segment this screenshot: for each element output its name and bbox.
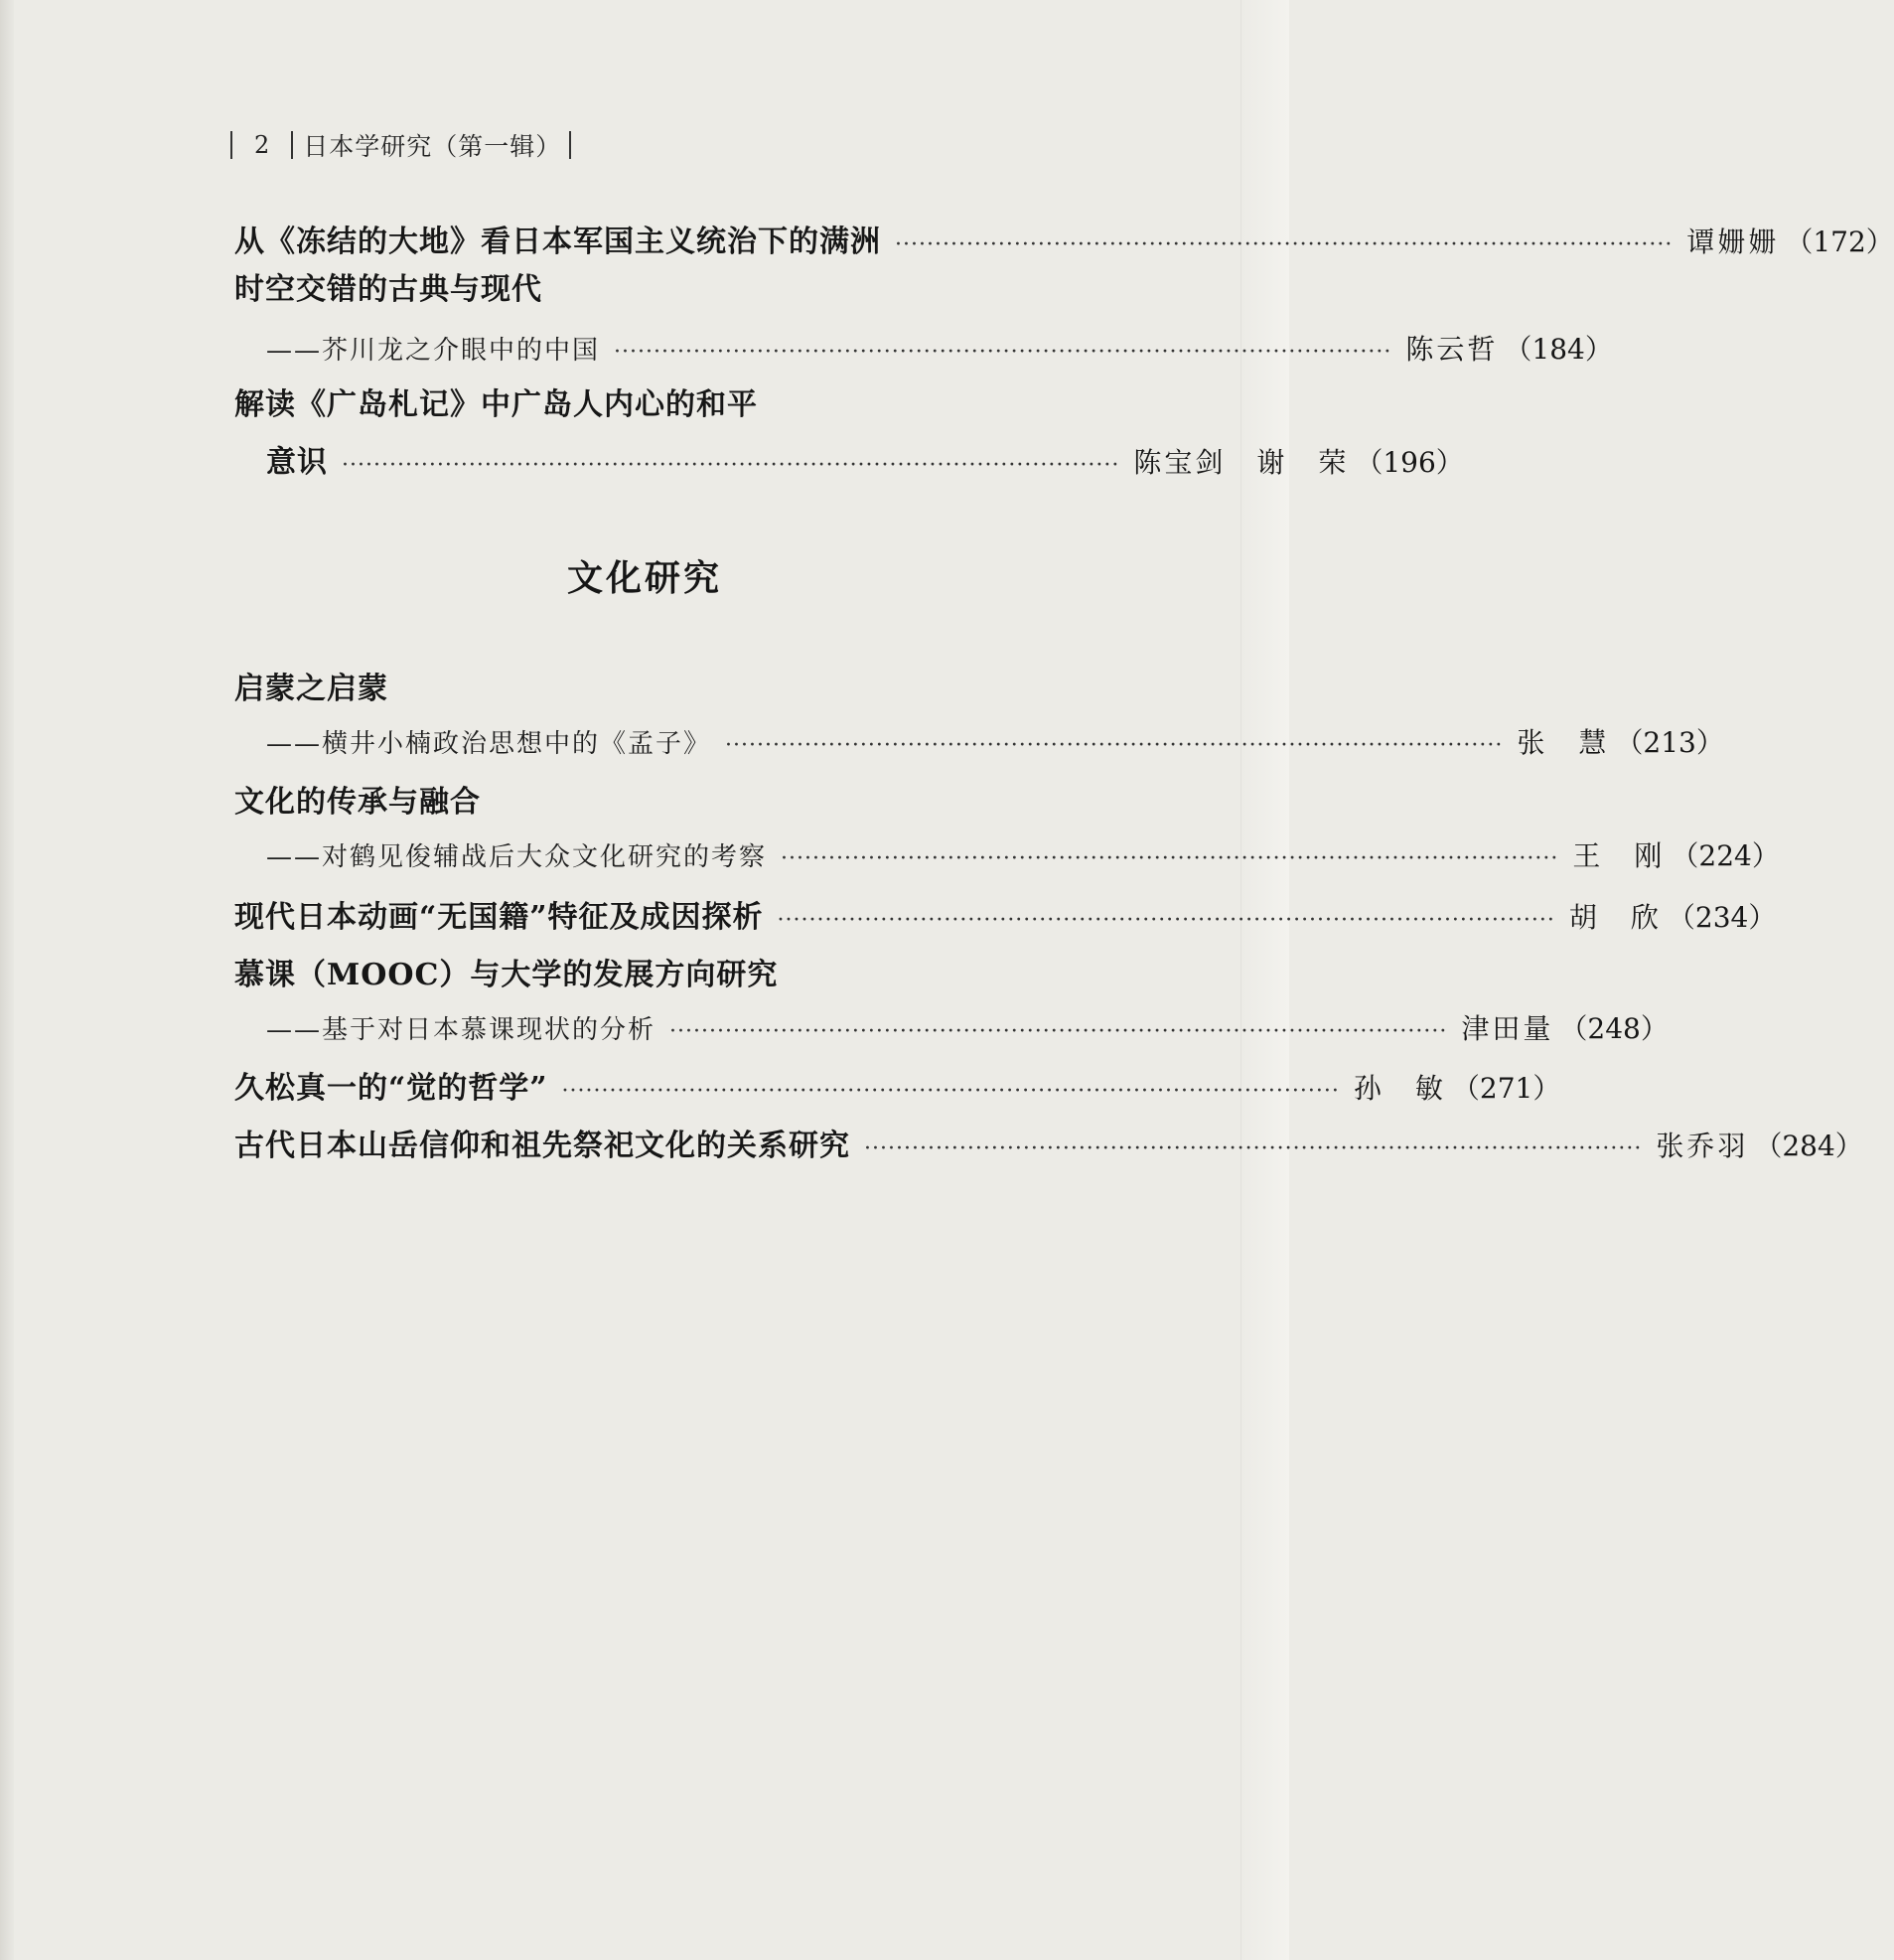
toc-entry-title[interactable]: 慕课（MOOC）与大学的发展方向研究: [234, 958, 779, 992]
entry-author: 陈宝剑 谢 荣: [1133, 446, 1350, 479]
toc-entry[interactable]: [266, 437, 1464, 481]
entry-page: （172）: [1785, 226, 1894, 258]
entry-author: 津田量: [1461, 1012, 1554, 1045]
entry-title: 古代日本山岳信仰和祖先祭祀文化的关系研究: [234, 1129, 850, 1163]
dot-leader: ··································································································: [895, 232, 1674, 257]
toc-entry-title[interactable]: 时空交错的古典与现代: [234, 272, 542, 307]
dot-leader: ··································································································: [342, 453, 1120, 478]
toc-entry[interactable]: [234, 1121, 1863, 1164]
dot-leader: ··································································································: [669, 1019, 1448, 1044]
entry-subtitle: ——对鹤见俊辅战后大众文化研究的考察: [266, 842, 768, 872]
toc-entry[interactable]: [266, 328, 1613, 368]
entry-title: 现代日本动画“无国籍”特征及成因探析: [234, 900, 764, 935]
toc-entry[interactable]: [234, 892, 1777, 936]
entry-page: （271）: [1451, 1072, 1561, 1105]
entry-author: 陈云哲: [1405, 333, 1499, 366]
dot-leader: ··································································································: [864, 1136, 1643, 1161]
entry-page: （284）: [1754, 1130, 1863, 1162]
section-heading: 文化研究: [566, 557, 722, 599]
entry-page: （196）: [1355, 446, 1464, 479]
dot-leader: ··································································································: [781, 846, 1559, 871]
entry-subtitle: ——基于对日本慕课现状的分析: [266, 1015, 656, 1045]
toc-entry[interactable]: [266, 834, 1780, 874]
toc-entry[interactable]: [234, 217, 1894, 260]
entry-author: 孙 敏: [1353, 1072, 1446, 1105]
page-number: 2: [254, 131, 270, 159]
entry-title: 从《冻结的大地》看日本军国主义统治下的满洲: [234, 225, 881, 259]
entry-page: （213）: [1615, 726, 1724, 759]
entry-author: 胡 欣: [1568, 901, 1662, 934]
dot-leader: ··································································································: [614, 340, 1392, 365]
dot-leader: ··································································································: [561, 1079, 1340, 1104]
toc-entry[interactable]: [266, 1007, 1669, 1047]
toc-entry-title[interactable]: 启蒙之启蒙: [234, 672, 388, 706]
entry-subtitle: ——芥川龙之介眼中的中国: [266, 336, 601, 366]
dot-leader: ··································································································: [725, 733, 1504, 758]
entry-title: 意识: [266, 445, 328, 480]
entry-page: （248）: [1559, 1012, 1669, 1045]
page-edge-right: [1240, 0, 1289, 1960]
entry-author: 王 刚: [1572, 839, 1666, 872]
running-header: [230, 127, 571, 163]
entry-page: （234）: [1667, 901, 1777, 934]
entry-author: 谭姗姗: [1686, 226, 1780, 258]
toc-entry[interactable]: [266, 721, 1724, 761]
entry-page: （224）: [1671, 839, 1780, 872]
entry-author: 张 慧: [1517, 726, 1610, 759]
entry-subtitle: ——横井小楠政治思想中的《孟子》: [266, 729, 712, 759]
header-divider: [230, 131, 232, 159]
book-title: 日本学研究（第一辑）: [303, 132, 562, 161]
toc-entry-title[interactable]: 解读《广岛札记》中广岛人内心的和平: [234, 387, 758, 422]
header-divider: [291, 131, 293, 159]
page-edge-left: [0, 0, 14, 1960]
dot-leader: ··································································································: [777, 908, 1555, 933]
toc-entry[interactable]: [234, 1063, 1561, 1107]
header-divider: [569, 131, 571, 159]
entry-page: （184）: [1504, 333, 1613, 366]
entry-title: 久松真一的“觉的哲学”: [234, 1071, 548, 1106]
entry-author: 张乔羽: [1656, 1130, 1749, 1162]
toc-entry-title[interactable]: 文化的传承与融合: [234, 785, 481, 820]
